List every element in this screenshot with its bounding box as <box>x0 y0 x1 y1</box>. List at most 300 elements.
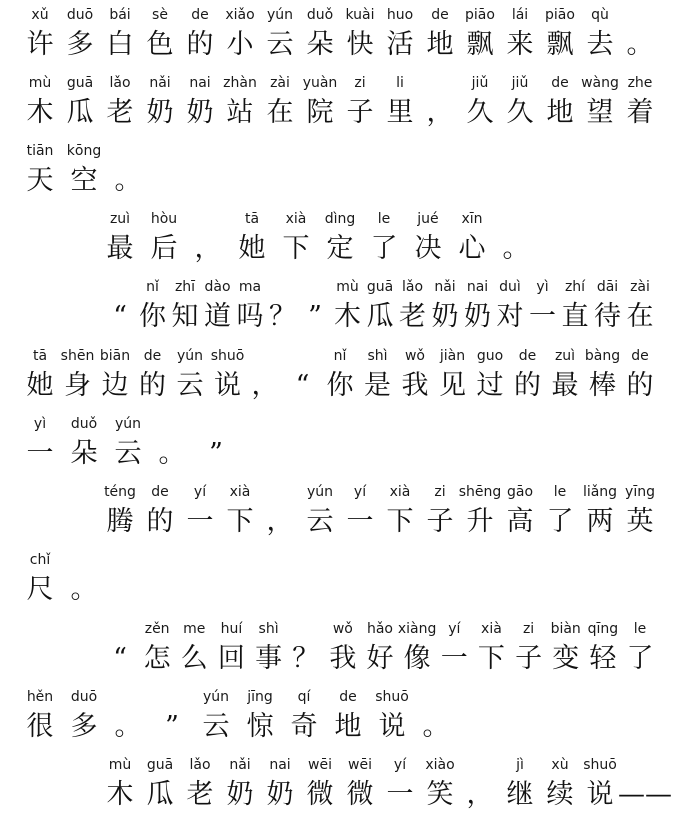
hanzi-character: 木 <box>334 301 361 332</box>
hanzi-character: 决 <box>414 233 442 264</box>
pinyin-annotation: nǎi <box>229 757 251 773</box>
hanzi-character: 朵 <box>70 438 98 469</box>
character-unit <box>618 614 662 676</box>
text-line <box>0 614 676 676</box>
hanzi-character: 望 <box>586 97 614 128</box>
character-unit <box>618 477 662 539</box>
punctuation-unit <box>194 409 238 471</box>
hanzi-character: 了 <box>546 506 574 537</box>
pinyin-annotation: guo <box>476 348 504 364</box>
hanzi-character: 像 <box>403 643 431 674</box>
pinyin-annotation: liǎng <box>582 484 618 500</box>
hanzi-character: 院 <box>306 97 334 128</box>
character-unit <box>618 68 662 130</box>
text-line <box>0 545 676 607</box>
character-unit <box>298 750 342 812</box>
pinyin-annotation: jīng <box>247 689 273 705</box>
pinyin-annotation: tiān <box>26 143 54 159</box>
punctuation-unit <box>618 750 672 812</box>
character-unit <box>218 750 262 812</box>
character-unit <box>578 0 622 62</box>
hanzi-character: 云 <box>114 438 142 469</box>
pinyin-annotation: gāo <box>506 484 534 500</box>
pinyin-annotation: xiǎo <box>225 7 255 23</box>
text-line <box>0 750 676 812</box>
hanzi-character: 一 <box>386 779 414 810</box>
hanzi-character: 心 <box>458 233 486 264</box>
character-unit <box>538 477 582 539</box>
hanzi-character: 的 <box>626 370 654 401</box>
hanzi-character: 说 <box>214 370 241 401</box>
hanzi-character: 说 <box>586 779 614 810</box>
text-line <box>0 682 676 744</box>
punctuation-unit <box>106 682 150 744</box>
pinyin-annotation: piāo <box>465 7 495 23</box>
hanzi-character: 在 <box>626 301 654 332</box>
pinyin-annotation: nai <box>269 757 291 773</box>
pinyin-annotation: xīn <box>461 211 483 227</box>
pinyin-annotation: ma <box>238 279 262 295</box>
character-unit <box>498 750 542 812</box>
punctuation-unit <box>62 545 106 607</box>
pinyin-annotation: wǒ <box>404 348 425 364</box>
pinyin-annotation: yún <box>266 7 294 23</box>
pinyin-annotation: zhàn <box>223 75 257 91</box>
hanzi-character: 你 <box>139 301 166 332</box>
hanzi-character: 吗 <box>236 301 264 332</box>
pinyin-annotation: hòu <box>150 211 178 227</box>
punctuation-unit <box>618 0 662 62</box>
pinyin-annotation: zhe <box>627 75 653 91</box>
hanzi-character: 继 <box>506 779 534 810</box>
pinyin-annotation: yì <box>536 279 549 295</box>
hanzi-character: 云 <box>306 506 334 537</box>
pinyin-annotation: shēn <box>60 348 95 364</box>
character-unit <box>98 68 142 130</box>
punctuation-mark: ” <box>209 438 223 469</box>
punctuation-mark: 。 <box>422 711 450 742</box>
hanzi-character: 的 <box>186 29 214 60</box>
pinyin-annotation: de <box>631 348 649 364</box>
pinyin-annotation: guā <box>66 75 94 91</box>
pinyin-annotation: xiàng <box>397 621 437 637</box>
hanzi-character: 你 <box>326 370 354 401</box>
character-unit <box>418 750 462 812</box>
pinyin-annotation: nǎi <box>149 75 171 91</box>
character-unit <box>18 409 62 471</box>
pinyin-annotation: nai <box>189 75 211 91</box>
hanzi-character: 我 <box>401 370 429 401</box>
pinyin-annotation: shì <box>258 621 279 637</box>
punctuation-mark: ？ <box>269 301 296 332</box>
pinyin-annotation: sè <box>152 7 168 23</box>
pinyin-annotation: zi <box>354 75 366 91</box>
text-line <box>0 204 676 266</box>
hanzi-character: 是 <box>364 370 391 401</box>
hanzi-character: 对 <box>496 301 524 332</box>
character-unit <box>178 68 222 130</box>
punctuation-mark: “ <box>113 643 127 674</box>
hanzi-character: 白 <box>106 29 134 60</box>
pinyin-annotation: guā <box>146 757 174 773</box>
character-unit <box>230 204 274 266</box>
pinyin-annotation: yīng <box>625 484 655 500</box>
punctuation-mark: ， <box>251 370 279 401</box>
character-unit <box>618 341 662 403</box>
character-unit <box>218 0 262 62</box>
character-unit <box>98 477 142 539</box>
hanzi-character: 老 <box>399 301 426 332</box>
hanzi-character: 了 <box>626 643 654 674</box>
hanzi-character: 奶 <box>186 97 214 128</box>
pinyin-annotation: de <box>143 348 162 364</box>
hanzi-character: 子 <box>426 506 454 537</box>
pinyin-annotation: zi <box>434 484 446 500</box>
character-unit <box>194 682 238 744</box>
punctuation-mark: 。 <box>626 29 654 60</box>
punctuation-mark: 。 <box>114 711 142 742</box>
pinyin-annotation: jiǔ <box>471 75 489 91</box>
pinyin-annotation: jiǔ <box>511 75 529 91</box>
pinyin-annotation: xǔ <box>31 7 49 23</box>
character-unit <box>418 0 462 62</box>
character-unit <box>378 0 422 62</box>
hanzi-character: 边 <box>101 370 129 401</box>
pinyin-annotation: duǒ <box>70 416 98 432</box>
hanzi-character: 说 <box>378 711 406 742</box>
pinyin-annotation: nǐ <box>333 348 347 364</box>
hanzi-character: 老 <box>186 779 214 810</box>
pinyin-annotation: de <box>339 689 357 705</box>
pinyin-annotation: nǐ <box>146 279 159 295</box>
character-unit <box>538 750 582 812</box>
pinyin-annotation: xià <box>229 484 251 500</box>
pinyin-annotation: dìng <box>324 211 356 227</box>
punctuation-mark: —— <box>618 779 672 810</box>
punctuation-mark: ， <box>266 506 294 537</box>
hanzi-character: 一 <box>440 643 468 674</box>
hanzi-character: 瓜 <box>66 97 94 128</box>
hanzi-character: 两 <box>586 506 614 537</box>
hanzi-character: 下 <box>282 233 310 264</box>
hanzi-character: 活 <box>386 29 414 60</box>
pinyin-annotation: shuō <box>375 689 409 705</box>
hanzi-character: 轻 <box>589 643 617 674</box>
hanzi-character: 木 <box>26 97 54 128</box>
character-unit <box>178 477 222 539</box>
character-unit <box>18 68 62 130</box>
character-unit <box>418 477 462 539</box>
hanzi-character: 很 <box>26 711 54 742</box>
hanzi-character: 续 <box>546 779 574 810</box>
hanzi-character: 我 <box>329 643 357 674</box>
text-line <box>0 341 676 403</box>
pinyin-annotation: lái <box>511 7 529 23</box>
pinyin-annotation: hěn <box>26 689 54 705</box>
character-unit <box>406 204 450 266</box>
pinyin-annotation: zuì <box>109 211 131 227</box>
character-unit <box>62 682 106 744</box>
pinyin-annotation: zěn <box>144 621 170 637</box>
hanzi-character: 她 <box>238 233 266 264</box>
hanzi-character: 好 <box>366 643 394 674</box>
pinyin-annotation: mù <box>108 757 132 773</box>
hanzi-character: 一 <box>346 506 374 537</box>
hanzi-character: 直 <box>561 301 589 332</box>
punctuation-mark: 。 <box>502 233 530 264</box>
hanzi-character: 尺 <box>26 574 54 605</box>
pinyin-annotation: shuō <box>583 757 617 773</box>
pinyin-annotation: xiào <box>425 757 455 773</box>
pinyin-annotation: hǎo <box>366 621 394 637</box>
hanzi-character: 空 <box>70 165 98 196</box>
hanzi-character: 地 <box>426 29 454 60</box>
punctuation-mark: ” <box>308 301 322 332</box>
character-unit <box>98 204 142 266</box>
punctuation-unit <box>458 750 502 812</box>
character-unit <box>378 68 422 130</box>
punctuation-unit <box>186 204 230 266</box>
pinyin-annotation: zài <box>630 279 650 295</box>
punctuation-mark: 。 <box>70 574 98 605</box>
pinyin-annotation: shì <box>367 348 388 364</box>
hanzi-character: 过 <box>476 370 504 401</box>
pinyin-annotation: huí <box>220 621 243 637</box>
hanzi-character: 多 <box>70 711 98 742</box>
hanzi-character: 么 <box>180 643 208 674</box>
pinyin-annotation: wǒ <box>332 621 353 637</box>
character-unit <box>258 750 302 812</box>
hanzi-character: 云 <box>266 29 294 60</box>
punctuation-unit <box>494 204 538 266</box>
hanzi-character: 最 <box>106 233 134 264</box>
character-unit <box>138 68 182 130</box>
character-unit <box>138 750 182 812</box>
pinyin-annotation: lǎo <box>109 75 131 91</box>
hanzi-character: 云 <box>176 370 204 401</box>
character-unit <box>498 68 542 130</box>
character-unit <box>458 68 502 130</box>
pinyin-annotation: me <box>183 621 206 637</box>
text-line <box>0 477 676 539</box>
hanzi-character: 身 <box>64 370 91 401</box>
pinyin-annotation: kuài <box>345 7 375 23</box>
hanzi-character: 棒 <box>589 370 616 401</box>
hanzi-character: 事 <box>255 643 283 674</box>
pinyin-annotation: qí <box>297 689 311 705</box>
pinyin-annotation: de <box>431 7 449 23</box>
pinyin-annotation: yí <box>353 484 367 500</box>
pinyin-annotation: lǎo <box>189 757 211 773</box>
pinyin-annotation: lǎo <box>401 279 424 295</box>
punctuation-mark: 。 <box>114 165 142 196</box>
hanzi-character: 木 <box>106 779 134 810</box>
pinyin-annotation: de <box>518 348 537 364</box>
hanzi-character: 下 <box>477 643 505 674</box>
hanzi-character: 她 <box>26 370 54 401</box>
hanzi-character: 在 <box>266 97 294 128</box>
punctuation-mark: ？ <box>292 643 320 674</box>
character-unit <box>142 204 186 266</box>
hanzi-character: 瓜 <box>146 779 174 810</box>
hanzi-character: 多 <box>66 29 94 60</box>
character-unit <box>18 136 62 198</box>
pinyin-annotation: nǎi <box>434 279 456 295</box>
pinyin-annotation: tā <box>32 348 48 364</box>
hanzi-character: 小 <box>226 29 254 60</box>
pinyin-annotation: jì <box>516 757 524 773</box>
character-unit <box>538 68 582 130</box>
character-unit <box>178 0 222 62</box>
hanzi-character: 天 <box>26 165 54 196</box>
pinyin-annotation: le <box>633 621 647 637</box>
character-unit <box>578 750 622 812</box>
hanzi-character: 久 <box>506 97 534 128</box>
hanzi-character: 一 <box>26 438 54 469</box>
character-unit <box>298 68 342 130</box>
pinyin-annotation: jué <box>417 211 439 227</box>
text-line <box>0 409 676 471</box>
character-unit <box>458 0 502 62</box>
character-unit <box>378 477 422 539</box>
pinyin-annotation: bàng <box>584 348 621 364</box>
character-unit <box>370 682 414 744</box>
hanzi-character: 奶 <box>431 301 459 332</box>
pinyin-annotation: tā <box>244 211 260 227</box>
character-unit <box>338 68 382 130</box>
character-unit <box>138 477 182 539</box>
character-unit <box>338 750 382 812</box>
pinyin-annotation: yí <box>448 621 461 637</box>
pinyin-annotation: shuō <box>210 348 245 364</box>
pinyin-annotation: duǒ <box>306 7 334 23</box>
character-unit <box>238 682 282 744</box>
pinyin-annotation: biān <box>99 348 131 364</box>
character-unit <box>578 477 622 539</box>
hanzi-character: 子 <box>515 643 543 674</box>
hanzi-character: 下 <box>386 506 414 537</box>
pinyin-annotation: mù <box>336 279 359 295</box>
punctuation-mark: “ <box>113 301 127 332</box>
pinyin-annotation: bái <box>109 7 131 23</box>
text-line <box>0 0 676 62</box>
character-unit <box>498 477 542 539</box>
character-unit <box>274 204 318 266</box>
pinyin-annotation: yún <box>306 484 334 500</box>
character-unit <box>338 0 382 62</box>
pinyin-annotation: xià <box>481 621 502 637</box>
pinyin-annotation: yì <box>33 416 47 432</box>
hanzi-character: 最 <box>551 370 579 401</box>
character-unit <box>538 0 582 62</box>
hanzi-character: 腾 <box>106 506 134 537</box>
hanzi-character: 的 <box>146 506 174 537</box>
pinyin-annotation: guā <box>366 279 394 295</box>
punctuation-unit <box>150 409 194 471</box>
character-unit <box>318 204 362 266</box>
character-unit <box>58 0 102 62</box>
punctuation-mark: 。 <box>158 438 186 469</box>
pinyin-annotation: zi <box>522 621 535 637</box>
pinyin-annotation: yún <box>176 348 204 364</box>
punctuation-mark: ， <box>466 779 494 810</box>
pinyin-annotation: zuì <box>554 348 576 364</box>
character-unit <box>218 68 262 130</box>
character-unit <box>178 750 222 812</box>
hanzi-character: 下 <box>226 506 254 537</box>
hanzi-character: 的 <box>139 370 166 401</box>
hanzi-character: 朵 <box>306 29 334 60</box>
pinyin-annotation: dāi <box>596 279 619 295</box>
hanzi-character: 笑 <box>426 779 454 810</box>
hanzi-character: 奶 <box>226 779 254 810</box>
hanzi-character: 飘 <box>466 29 494 60</box>
hanzi-character: 回 <box>217 643 245 674</box>
character-unit <box>458 477 502 539</box>
punctuation-mark: ” <box>165 711 179 742</box>
pinyin-annotation: qīng <box>587 621 619 637</box>
punctuation-mark: ， <box>194 233 222 264</box>
pinyin-annotation: wēi <box>348 757 372 773</box>
punctuation-mark: “ <box>295 370 310 401</box>
character-unit <box>326 682 370 744</box>
pinyin-annotation: duō <box>66 7 94 23</box>
hanzi-character: 许 <box>26 29 54 60</box>
pinyin-annotation: zài <box>270 75 290 91</box>
hanzi-character: 地 <box>334 711 362 742</box>
pinyin-annotation: de <box>191 7 209 23</box>
hanzi-character: 一 <box>186 506 214 537</box>
character-unit <box>338 477 382 539</box>
character-unit <box>18 545 62 607</box>
hanzi-character: 老 <box>106 97 134 128</box>
hanzi-character: 站 <box>226 97 254 128</box>
character-unit <box>618 272 662 334</box>
character-unit <box>298 477 342 539</box>
pinyin-annotation: xià <box>389 484 411 500</box>
hanzi-character: 后 <box>150 233 178 264</box>
character-unit <box>62 409 106 471</box>
pinyin-annotation: chǐ <box>29 552 51 568</box>
character-unit <box>450 204 494 266</box>
pinyin-annotation: yún <box>114 416 142 432</box>
character-unit <box>106 409 150 471</box>
pinyin-annotation: kōng <box>66 143 102 159</box>
hanzi-character: 变 <box>552 643 580 674</box>
hanzi-character: 来 <box>506 29 534 60</box>
pinyin-annotation: de <box>151 484 169 500</box>
punctuation-unit <box>418 68 462 130</box>
hanzi-character: 奶 <box>464 301 491 332</box>
pinyin-annotation: piāo <box>545 7 575 23</box>
hanzi-character: 惊 <box>246 711 274 742</box>
hanzi-character: 道 <box>204 301 231 332</box>
hanzi-character: 高 <box>506 506 534 537</box>
hanzi-character: 定 <box>326 233 354 264</box>
hanzi-character: 去 <box>586 29 614 60</box>
character-unit <box>18 682 62 744</box>
pinyin-annotation: shēng <box>458 484 502 500</box>
hanzi-character: 快 <box>346 29 374 60</box>
hanzi-character: 的 <box>514 370 541 401</box>
hanzi-character: 久 <box>466 97 494 128</box>
hanzi-character: 见 <box>439 370 466 401</box>
pinyin-annotation: le <box>377 211 391 227</box>
text-line <box>0 136 676 198</box>
hanzi-character: 奶 <box>266 779 294 810</box>
pinyin-annotation: zhī <box>174 279 196 295</box>
pinyin-annotation: mù <box>28 75 52 91</box>
